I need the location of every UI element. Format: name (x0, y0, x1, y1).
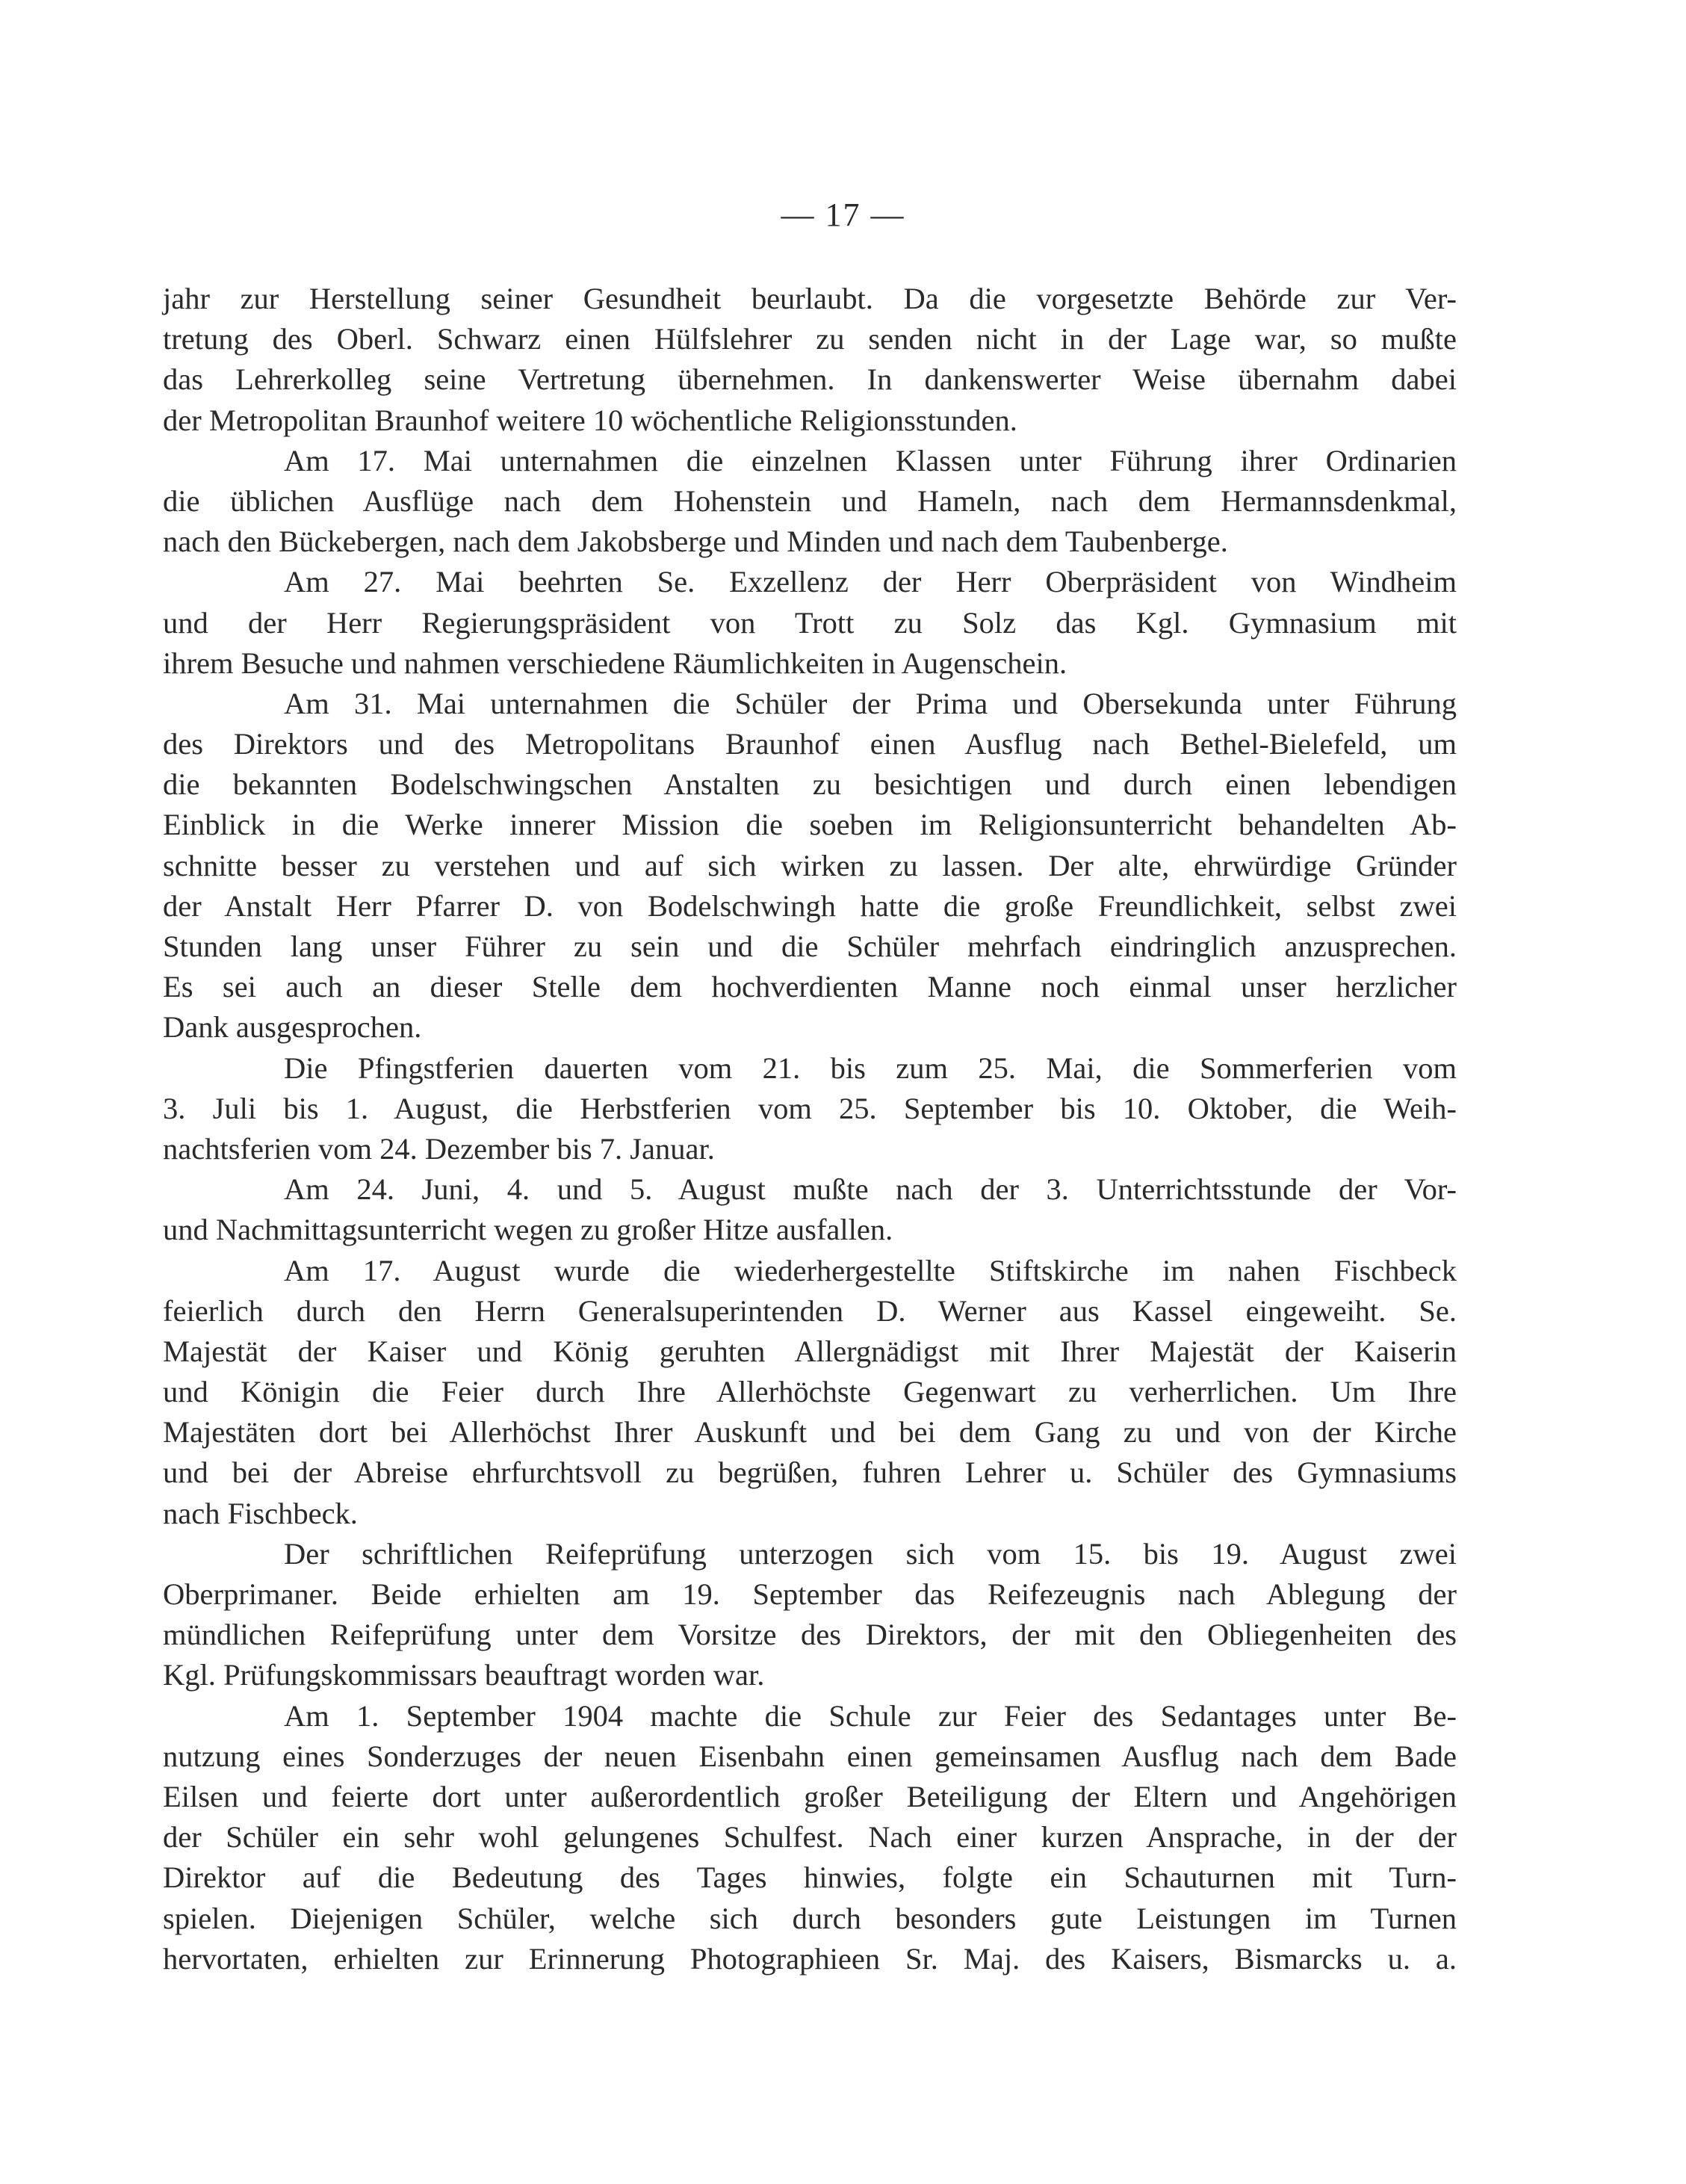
text-line: und der Herr Regierungspräsident von Trott zu Solz das Kgl. Gymnasium mit (163, 605, 1457, 640)
text-line: Stunden lang unser Führer zu sein und die Schüler mehrfach eindringlich anzusprechen. (163, 929, 1457, 963)
text-line: nach Fischbeck. (163, 1496, 358, 1530)
text-line: Majestät der Kaiser und König geruhten Allergnädigst mit Ihrer Majestät der Kaiserin (163, 1334, 1457, 1368)
text-line: nachtsferien vom 24. Dezember bis 7. Januar. (163, 1131, 715, 1166)
text-line: Direktor auf die Bedeutung des Tages hinwies, folgte ein Schauturnen mit Turn- (163, 1860, 1457, 1895)
text-line: Kgl. Prüfungskommissars beauftragt worden war. (163, 1658, 765, 1692)
text-line: 3. Juli bis 1. August, die Herbstferien vom 25. September bis 10. Oktober, die Weih- (163, 1091, 1457, 1125)
body-text (163, 280, 1457, 1981)
text-line: feierlich durch den Herrn Generalsuperintenden D. Werner aus Kassel eingeweiht. Se. (163, 1293, 1457, 1328)
text-line: hervortaten, erhielten zur Erinnerung Photographieen Sr. Maj. des Kaisers, Bismarcks u. a. (163, 1941, 1457, 1976)
text-line: und Nachmittagsunterricht wegen zu großer Hitze ausfallen. (163, 1213, 893, 1247)
text-line: ihrem Besuche und nahmen verschiedene Räumlichkeiten in Augenschein. (163, 646, 1067, 680)
text-line: nach den Bückebergen, nach dem Jakobsberge und Minden und nach dem Taubenberge. (163, 525, 1228, 559)
text-line: die bekannten Bodelschwingschen Anstalten zu besichtigen und durch einen lebendigen (163, 767, 1457, 802)
text-line: Dank ausgesprochen. (163, 1010, 422, 1045)
text-line: Oberprimaner. Beide erhielten am 19. September das Reifezeugnis nach Ablegung der (163, 1577, 1457, 1611)
text-line: jahr zur Herstellung seiner Gesundheit beurlaubt. Da die vorgesetzte Behörde zur Ver- (163, 282, 1457, 315)
text-line: der Metropolitan Braunhof weitere 10 wöchentliche Religionsstunden. (163, 403, 1017, 437)
text-line: Am 17. Mai unternahmen die einzelnen Klassen unter Führung ihrer Ordinarien (284, 443, 1457, 477)
text-line: Am 31. Mai unternahmen die Schüler der Prima und Obersekunda unter Führung (284, 686, 1457, 720)
text-line: Die Pfingstferien dauerten vom 21. bis zum 25. Mai, die Sommerferien vom (284, 1051, 1457, 1085)
text-line: der Schüler ein sehr wohl gelungenes Schulfest. Nach einer kurzen Ansprache, in der der (163, 1820, 1457, 1854)
page-number: — 17 — (781, 197, 905, 233)
text-line: und Königin die Feier durch Ihre Allerhöchste Gegenwart zu verherrlichen. Um Ihre (163, 1375, 1457, 1409)
text-line: und bei der Abreise ehrfurchtsvoll zu begrüßen, fuhren Lehrer u. Schüler des Gymnasiums (163, 1456, 1457, 1490)
text-line: Am 24. Juni, 4. und 5. August mußte nach der 3. Unterrichtsstunde der Vor- (284, 1172, 1457, 1207)
text-line: schnitte besser zu verstehen und auf sich wirken zu lassen. Der alte, ehrwürdige Gründer (163, 848, 1457, 882)
text-line: Am 27. Mai beehrten Se. Exzellenz der Herr Oberpräsident von Windheim (284, 565, 1457, 599)
text-line: das Lehrerkolleg seine Vertretung übernehmen. In dankenswerter Weise übernahm dabei (163, 362, 1457, 397)
text-line: mündlichen Reifeprüfung unter dem Vorsitze des Direktors, der mit den Obliegenheiten des (163, 1618, 1457, 1652)
text-line: Der schriftlichen Reifeprüfung unterzogen sich vom 15. bis 19. August zwei (284, 1536, 1457, 1571)
text-line: tretung des Oberl. Schwarz einen Hülfslehrer zu senden nicht in der Lage war, so mußte (163, 322, 1457, 356)
text-line: der Anstalt Herr Pfarrer D. von Bodelschwingh hatte die große Freundlichkeit, selbst zwei (163, 888, 1457, 923)
text-line: des Direktors und des Metropolitans Braunhof einen Ausflug nach Bethel-Bielefeld, um (163, 727, 1457, 761)
text-line: die üblichen Ausflüge nach dem Hohenstein und Hameln, nach dem Hermannsdenkmal, (163, 483, 1457, 518)
text-line: Eilsen und feierte dort unter außerordentlich großer Beteiligung der Eltern und Angehörigen (163, 1779, 1457, 1813)
text-line: nutzung eines Sonderzuges der neuen Eisenbahn einen gemeinsamen Ausflug nach dem Bade (163, 1739, 1457, 1773)
text-line: Majestäten dort bei Allerhöchst Ihrer Auskunft und bei dem Gang zu und von der Kirche (163, 1415, 1457, 1450)
text-line: Einblick in die Werke innerer Mission die soeben im Religionsunterricht behandelten Ab- (163, 808, 1457, 842)
text-line: Es sei auch an dieser Stelle dem hochverdienten Manne noch einmal unser herzlicher (163, 970, 1457, 1004)
text-line: spielen. Diejenigen Schüler, welche sich durch besonders gute Leistungen im Turnen (163, 1901, 1457, 1935)
text-line: Am 1. September 1904 machte die Schule zur Feier des Sedantages unter Be- (284, 1698, 1457, 1733)
text-line: Am 17. August wurde die wiederhergestellte Stiftskirche im nahen Fischbeck (284, 1253, 1457, 1287)
